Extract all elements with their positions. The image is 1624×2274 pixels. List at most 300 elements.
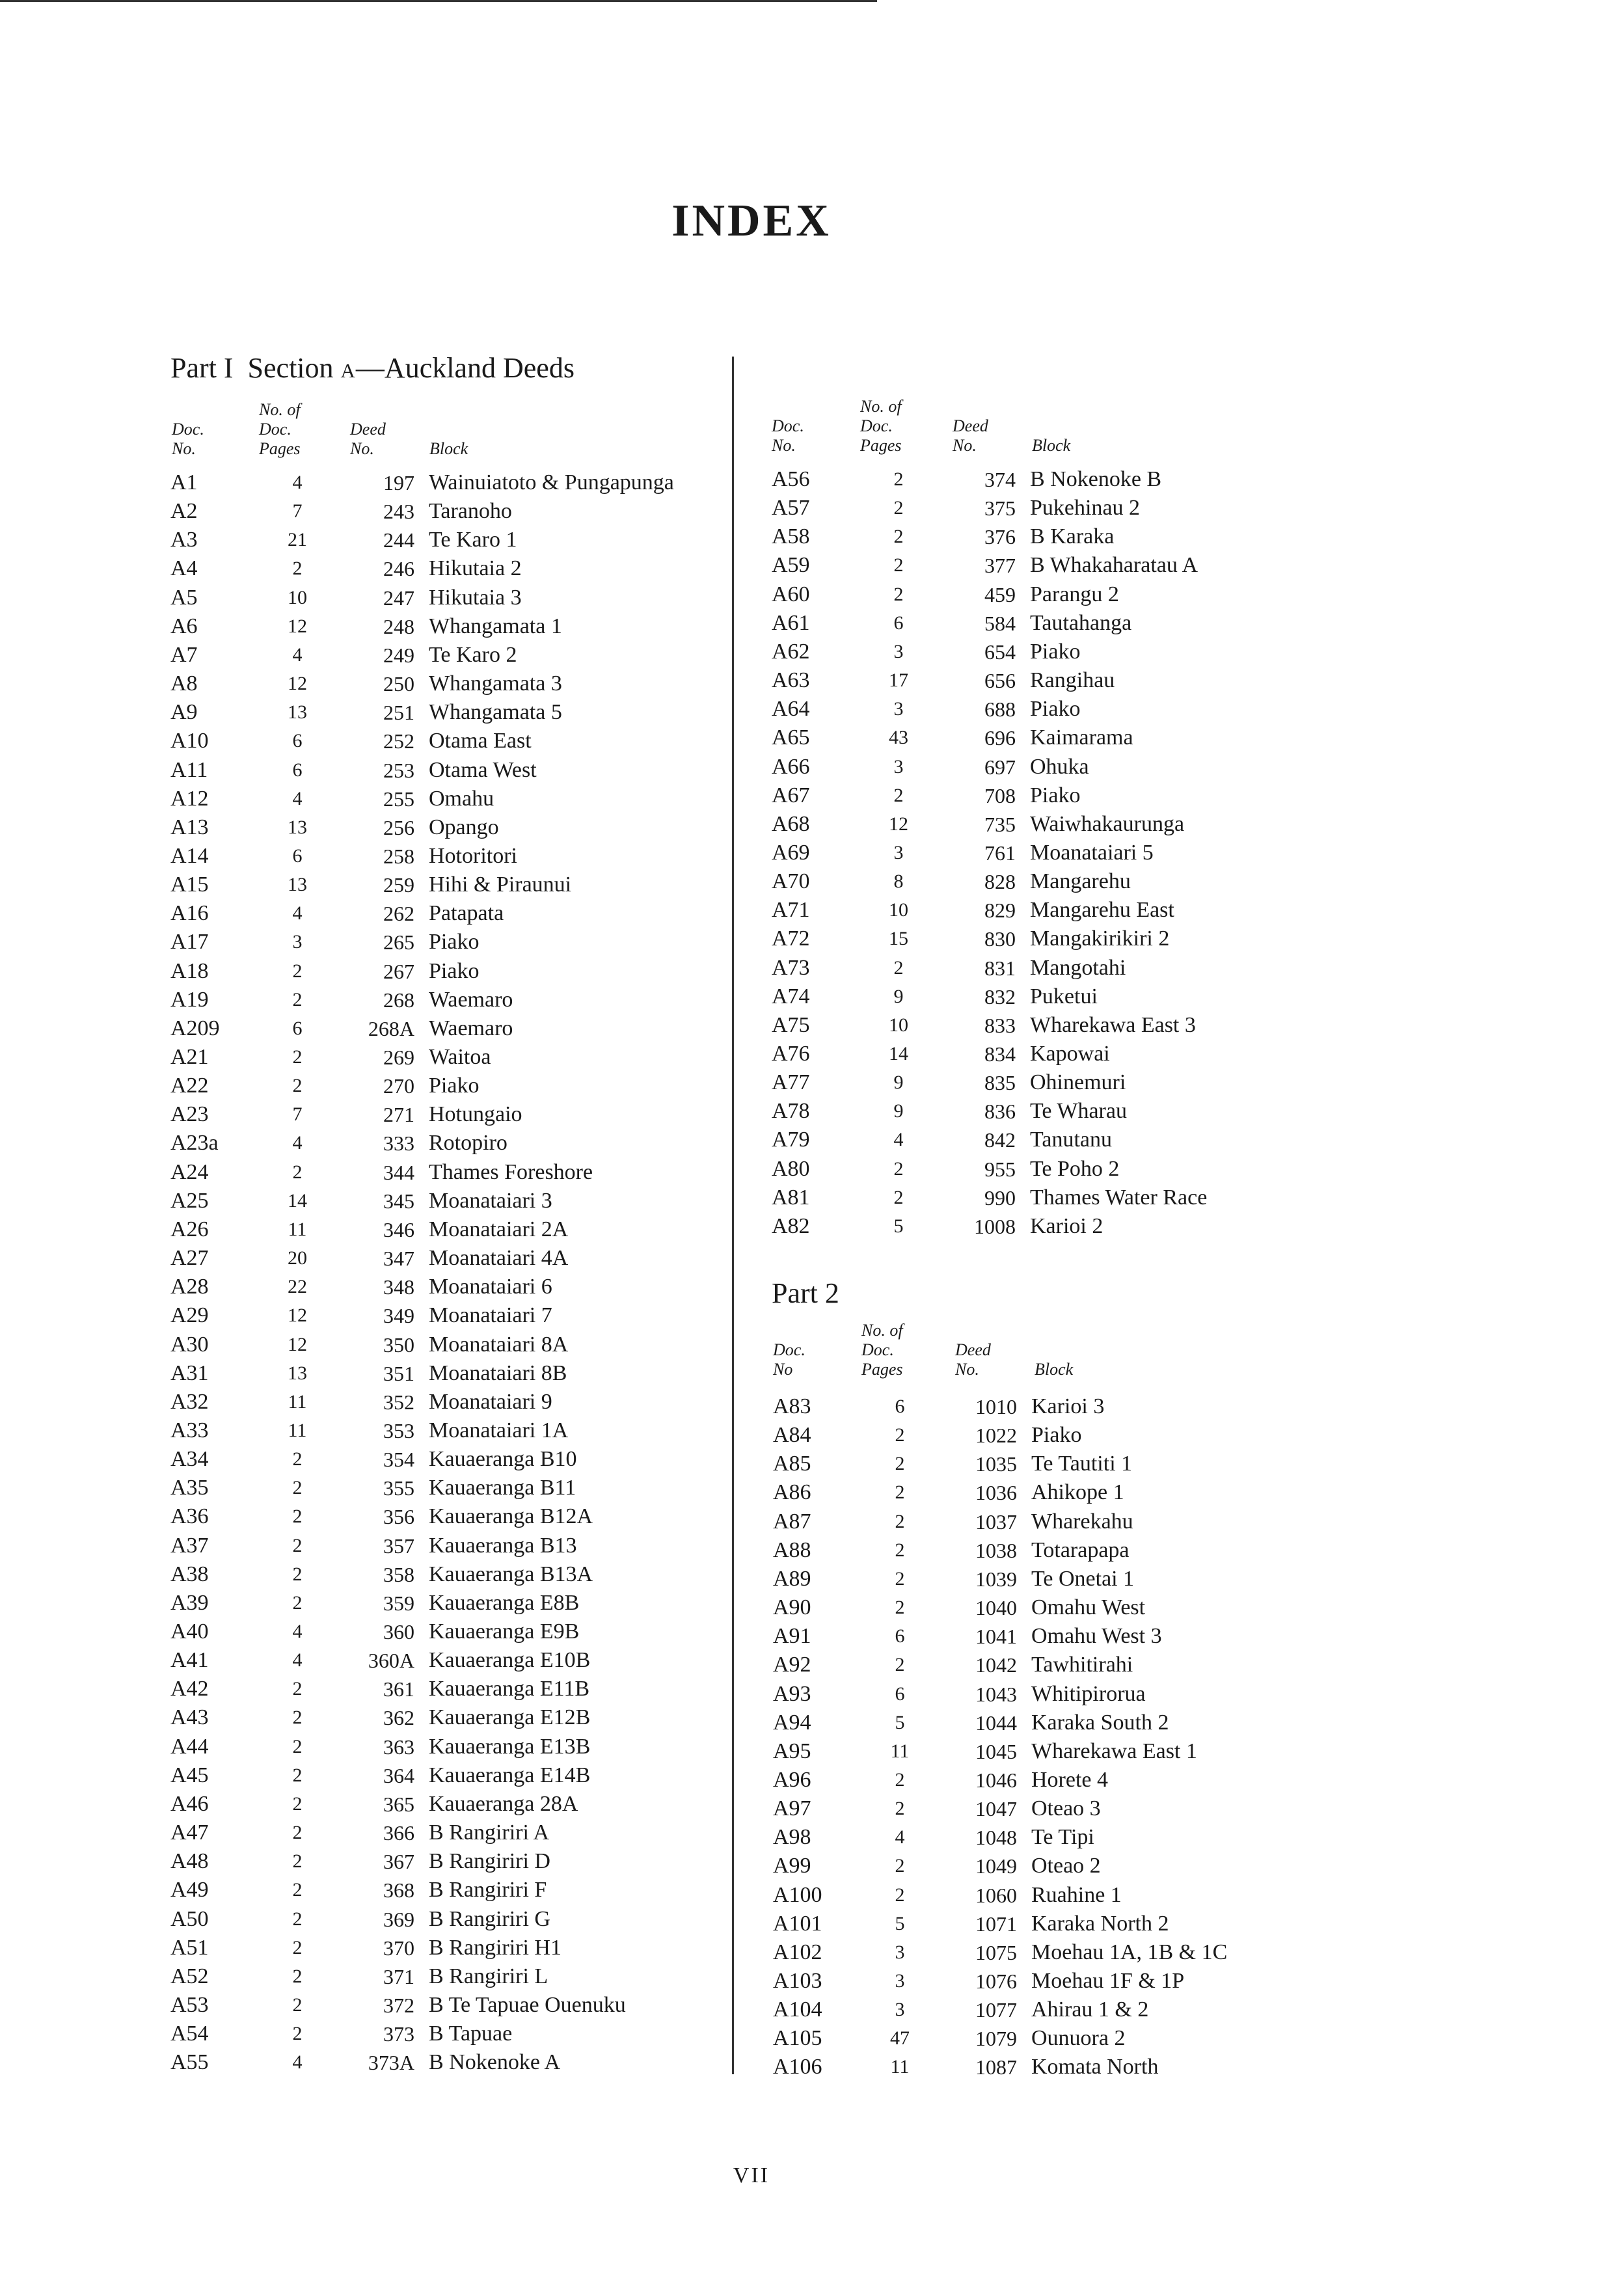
deed-number: 1049 [975,1854,1017,1878]
block-name: B Rangiriri L [429,1964,548,1988]
deed-number: 830 [984,927,1016,951]
block-name: Kauaeranga B13A [429,1562,593,1586]
col-header-pages: No. of Doc. Pages [860,397,902,455]
block-name: Hotungaio [429,1102,522,1127]
doc-number: A6 [170,614,198,638]
page-count: 2 [292,1591,303,1614]
doc-number: A21 [170,1045,209,1069]
page-count: 4 [292,472,303,493]
doc-number: A42 [170,1677,209,1701]
page-count: 2 [292,1707,303,1729]
deed-number: 1036 [975,1481,1017,1505]
page-count: 6 [292,845,303,867]
block-name: Whangamata 3 [429,671,562,696]
deed-number: 349 [383,1304,414,1328]
deed-number: 271 [383,1103,414,1127]
page-count: 2 [893,583,904,605]
deed-number: 1010 [975,1395,1017,1418]
deed-number: 244 [383,528,414,552]
deed-number: 990 [984,1185,1016,1210]
doc-number: A54 [170,2022,209,2046]
deed-number: 364 [383,1763,414,1787]
page-count: 9 [893,985,904,1007]
block-name: B Rangiriri H1 [429,1935,562,1960]
block-name: Thames Water Race [1030,1185,1208,1210]
doc-number: A24 [170,1159,209,1184]
page-count: 2 [292,1965,303,1987]
block-name: Kauaeranga E8B [429,1590,580,1615]
block-name: B Tapuae [429,2022,513,2046]
deed-number: 1087 [975,2055,1017,2079]
deed-number: 1035 [975,1452,1017,1476]
block-name: B Rangiriri A [429,1821,550,1845]
block-name: Otama East [429,729,532,753]
doc-number: A18 [170,958,209,983]
deed-number: 265 [383,930,414,954]
deed-number: 253 [383,758,414,782]
deed-number: 347 [383,1247,414,1271]
page-count: 3 [895,1941,905,1963]
page-count: 7 [292,1103,303,1126]
deed-number: 1077 [975,1998,1017,2022]
doc-number: A83 [773,1394,811,1418]
page-count: 2 [895,1510,905,1532]
heading-part-number: I [223,352,234,384]
block-name: Tanutanu [1030,1128,1113,1152]
block-name: Kauaeranga B10 [429,1447,577,1472]
deed-number: 356 [383,1505,414,1529]
block-name: Hotoritori [429,843,517,868]
page-count: 11 [288,1390,307,1413]
doc-number: A23a [170,1131,219,1156]
doc-number: A70 [772,869,810,894]
deed-number: 1076 [975,1969,1017,1993]
page-count: 11 [890,1740,910,1762]
block-name: Kauaeranga E10B [429,1648,591,1673]
doc-number: A96 [773,1767,811,1792]
page-count: 3 [893,755,904,778]
page-count: 4 [292,1649,303,1672]
page-count: 6 [292,759,303,781]
deed-number: 269 [383,1046,414,1069]
deed-number: 258 [383,844,414,868]
block-name: Hihi & Piraunui [429,873,572,897]
deed-number: 256 [383,815,414,839]
deed-number: 375 [984,496,1016,521]
page-count: 11 [288,1218,307,1240]
block-name: Thames Foreshore [429,1159,593,1184]
deed-number: 1008 [974,1214,1016,1238]
page-count: 13 [288,1362,307,1384]
deed-number: 833 [984,1013,1016,1037]
deed-number: 249 [383,643,414,667]
page-count: 9 [893,1072,904,1094]
page-count: 12 [288,1305,307,1327]
page-count: 2 [895,1453,905,1475]
col-header-block: Block [1032,436,1071,455]
block-name: Oteao 3 [1031,1796,1101,1821]
block-name: Horete 4 [1031,1767,1109,1792]
page-count: 2 [893,497,904,519]
deed-number: 360 [383,1620,414,1644]
block-name: Opango [429,815,499,839]
deed-number: 350 [383,1333,414,1357]
deed-number: 1037 [975,1509,1017,1534]
deed-number: 1047 [975,1797,1017,1821]
doc-number: A34 [170,1447,209,1472]
doc-number: A3 [170,528,198,552]
doc-number: A38 [170,1562,209,1586]
block-name: Moanataiari 5 [1030,840,1154,865]
heading-part: Part [170,352,217,384]
doc-number: A22 [170,1074,209,1098]
page-count: 4 [292,787,303,809]
doc-number: A44 [170,1734,209,1759]
block-name: Piako [429,1074,480,1098]
page-count: 2 [895,1768,905,1791]
doc-number: A36 [170,1504,209,1529]
doc-number: A64 [772,697,810,722]
doc-number: A23 [170,1102,209,1127]
page-count: 4 [895,1826,905,1848]
block-name: Moanataiari 1A [429,1418,569,1442]
doc-number: A98 [773,1825,811,1850]
block-name: Kapowai [1030,1042,1110,1066]
page-count: 2 [895,1597,905,1619]
deed-number: 370 [383,1936,414,1960]
deed-number: 1071 [975,1912,1017,1936]
block-name: Te Tipi [1031,1825,1094,1850]
block-name: Ohinemuri [1030,1070,1126,1095]
doc-number: A56 [772,467,810,491]
deed-number: 344 [383,1160,414,1184]
block-name: Ohuka [1030,754,1089,779]
doc-number: A10 [170,729,209,753]
page-count: 6 [292,730,303,752]
doc-number: A84 [773,1423,811,1448]
deed-number: 373A [368,2051,414,2075]
page-count: 15 [889,928,908,950]
page-count: 13 [288,701,307,724]
doc-number: A1 [170,470,198,494]
page-count: 10 [889,1014,908,1036]
deed-number: 697 [984,755,1016,779]
block-name: Wharekawa East 3 [1030,1012,1196,1037]
deed-number: 348 [383,1275,414,1299]
page-count: 2 [292,1822,303,1844]
page-count: 2 [893,956,904,979]
block-name: B Nokenoke A [429,2050,561,2075]
block-name: Kauaeranga E13B [429,1734,591,1759]
page-count: 5 [895,1711,905,1733]
page-count: 2 [893,1157,904,1180]
deed-number: 361 [383,1677,414,1701]
deed-number: 1042 [975,1653,1017,1677]
doc-number: A32 [170,1389,209,1414]
page-count: 2 [292,1161,303,1183]
block-name: Otama West [429,757,537,782]
doc-number: A47 [170,1821,209,1845]
page-number: VII [733,2163,770,2187]
doc-number: A104 [773,1997,822,2022]
block-name: Te Onetai 1 [1031,1566,1135,1591]
deed-number: 371 [383,1964,414,1988]
page-count: 2 [292,1534,303,1556]
doc-number: A76 [772,1042,810,1066]
page-count: 43 [889,727,908,749]
page-count: 2 [292,1046,303,1068]
doc-number: A50 [170,1906,209,1931]
block-name: Piako [429,958,480,983]
doc-number: A80 [772,1156,810,1181]
page-count: 2 [292,1563,303,1585]
doc-number: A209 [170,1016,220,1040]
doc-number: A82 [772,1213,810,1238]
deed-number: 357 [383,1534,414,1558]
page-count: 2 [893,554,904,576]
page-count: 2 [292,2023,303,2045]
doc-number: A49 [170,1878,209,1902]
doc-number: A90 [773,1595,811,1620]
page-count: 2 [292,1764,303,1786]
doc-number: A15 [170,873,209,897]
page-count: 2 [292,1994,303,2016]
block-name: B Karaka [1030,524,1115,549]
block-name: Kauaeranga 28A [429,1791,578,1816]
deed-number: 832 [984,984,1016,1008]
deed-number: 355 [383,1476,414,1500]
doc-number: A46 [170,1791,209,1816]
page-count: 2 [893,526,904,548]
doc-number: A87 [773,1509,811,1534]
doc-number: A102 [773,1940,822,1964]
doc-number: A94 [773,1710,811,1735]
deed-number: 708 [984,783,1016,807]
block-name: Piako [1030,697,1081,722]
col-header-pages: No. of Doc. Pages [259,400,301,458]
block-name: Whangamata 1 [429,614,562,638]
deed-number: 197 [383,471,414,494]
doc-number: A66 [772,754,810,779]
doc-number: A88 [773,1537,811,1562]
block-name: Te Karo 1 [429,528,517,552]
page-count: 2 [292,1477,303,1499]
deed-number: 836 [984,1100,1016,1124]
block-name: Mangarehu East [1030,898,1174,923]
doc-number: A43 [170,1705,209,1730]
col-header-doc: Doc. No [773,1340,805,1379]
deed-number: 828 [984,870,1016,894]
page-count: 4 [292,643,303,666]
doc-number: A60 [772,582,810,606]
page-count: 13 [288,816,307,838]
doc-number: A63 [772,668,810,693]
page-count: 8 [893,871,904,893]
block-name: Kauaeranga B12A [429,1504,593,1529]
page-count: 2 [292,1850,303,1873]
deed-number: 377 [984,554,1016,578]
deed-number: 345 [383,1189,414,1213]
doc-number: A74 [772,984,810,1008]
block-name: B Rangiriri F [429,1878,547,1902]
page-count: 2 [292,1075,303,1097]
page-count: 6 [895,1625,905,1647]
page-count: 9 [893,1100,904,1122]
doc-number: A79 [772,1128,810,1152]
block-name: Rangihau [1030,668,1115,693]
block-name: Kauaeranga E9B [429,1619,580,1644]
doc-number: A45 [170,1763,209,1787]
deed-number: 372 [383,1993,414,2017]
page-count: 5 [893,1215,904,1237]
deed-number: 842 [984,1128,1016,1152]
page-count: 3 [893,698,904,720]
block-name: B Te Tapuae Ouenuku [429,1992,626,2017]
deed-number: 346 [383,1217,414,1241]
deed-number: 835 [984,1071,1016,1095]
block-name: Hikutaia 3 [429,585,522,610]
doc-number: A59 [772,553,810,578]
col-header-deed: Deed No. [953,416,988,455]
block-name: Kauaeranga E11B [429,1677,590,1701]
doc-number: A17 [170,930,209,954]
page-count: 3 [893,841,904,863]
page-count: 2 [895,1654,905,1676]
deed-number: 351 [383,1361,414,1385]
block-name: Taranoho [429,499,512,524]
deed-number: 834 [984,1042,1016,1066]
doc-number: A92 [773,1653,811,1677]
doc-number: A13 [170,815,209,839]
deed-number: 1060 [975,1883,1017,1907]
doc-number: A65 [772,725,810,750]
block-name: Hikutaia 2 [429,556,522,581]
doc-number: A48 [170,1849,209,1874]
page-count: 11 [288,1419,307,1441]
page-count: 3 [292,931,303,953]
block-name: Ounuora 2 [1031,2026,1126,2051]
page-title: INDEX [671,196,832,246]
deed-number: 252 [383,729,414,753]
page-count: 6 [895,1396,905,1417]
page-count: 2 [292,1908,303,1930]
block-name: Moanataiari 7 [429,1303,552,1328]
doc-number: A53 [170,1992,209,2017]
page-count: 2 [895,1884,905,1906]
doc-number: A62 [772,639,810,664]
block-name: Karioi 3 [1031,1394,1105,1418]
block-name: Te Karo 2 [429,642,517,667]
page-count: 2 [292,1506,303,1528]
deed-number: 353 [383,1418,414,1442]
block-name: Tawhitirahi [1031,1653,1133,1677]
block-name: Moanataiari 2A [429,1217,569,1241]
block-name: Kaimarama [1030,725,1133,750]
doc-number: A75 [772,1012,810,1037]
doc-number: A11 [170,757,208,782]
page-count: 3 [893,640,904,662]
deed-number: 247 [383,586,414,610]
deed-number: 1039 [975,1567,1017,1591]
block-name: Karaka North 2 [1031,1911,1169,1936]
heading-section: Section [247,352,334,384]
block-name: Moanataiari 6 [429,1275,552,1299]
block-name: Omahu West [1031,1595,1146,1620]
block-name: Karaka South 2 [1031,1710,1169,1735]
page-count: 4 [292,1132,303,1154]
deed-number: 359 [383,1591,414,1615]
deed-number: 1044 [975,1711,1017,1735]
deed-number: 459 [984,582,1016,606]
deed-number: 246 [383,557,414,581]
doc-number: A93 [773,1681,811,1706]
page-count: 2 [895,1798,905,1820]
deed-number: 250 [383,672,414,696]
page-count: 2 [895,1567,905,1590]
deed-number: 360A [368,1649,414,1673]
deed-number: 654 [984,640,1016,664]
page-count: 4 [292,2051,303,2074]
block-name: Oteao 2 [1031,1854,1101,1878]
page-count: 4 [292,1621,303,1642]
page-count: 10 [288,586,307,608]
deed-number: 268A [368,1016,414,1040]
block-name: Karioi 2 [1030,1213,1103,1238]
page-count: 2 [292,1448,303,1470]
doc-number: A72 [772,927,810,951]
deed-number: 270 [383,1074,414,1098]
doc-number: A97 [773,1796,811,1821]
col-header-doc: Doc. No. [772,416,804,455]
block-name: Kauaeranga B11 [429,1476,576,1500]
page-count: 6 [893,612,904,634]
doc-number: A33 [170,1418,209,1442]
doc-number: A99 [773,1854,811,1878]
block-name: Waemaro [429,987,513,1012]
deed-number: 243 [383,500,414,524]
deed-number: 656 [984,669,1016,693]
col-header-deed: Deed No. [350,420,386,458]
deed-number: 1075 [975,1940,1017,1964]
block-name: Whangamata 5 [429,700,562,725]
page-count: 2 [895,1539,905,1561]
page-count: 6 [292,1017,303,1039]
deed-number: 268 [383,988,414,1012]
block-name: Ahikope 1 [1031,1480,1124,1505]
page-count: 4 [893,1129,904,1151]
page-count: 5 [895,1912,905,1934]
doc-number: A100 [773,1882,822,1907]
doc-number: A61 [772,610,810,635]
page-count: 4 [292,902,303,925]
block-name: Waemaro [429,1016,513,1040]
block-name: Tautahanga [1030,610,1132,635]
doc-number: A26 [170,1217,209,1241]
page-count: 10 [889,899,908,921]
deed-number: 829 [984,899,1016,923]
block-name: Totarapapa [1031,1537,1130,1562]
page-count: 2 [893,468,904,490]
doc-number: A67 [772,783,810,807]
deed-number: 259 [383,873,414,897]
block-name: Mangotahi [1030,955,1126,980]
page-count: 12 [288,1333,307,1355]
col-header-doc: Doc. No. [172,420,204,458]
block-name: B Rangiriri G [429,1906,550,1931]
block-name: Komata North [1031,2055,1159,2079]
top-rule [0,0,877,2]
deed-number: 251 [383,701,414,725]
